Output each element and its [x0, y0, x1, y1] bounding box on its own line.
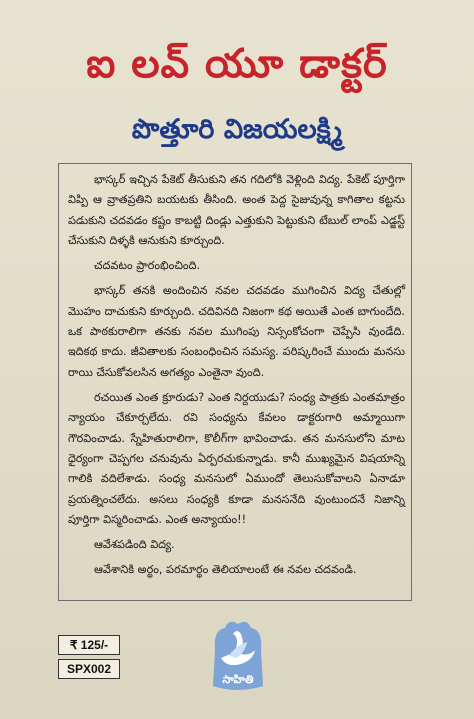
blurb-paragraph: భాస్కర్ ఇచ్చిన పేకెట్ తీసుకుని తన గదిలోకి వెళ్లింది విద్య. పేకెట్ పూర్తిగా విప్పి ఆ వ్రాతప్రతిని బయటకు తీసింది. అంత పెద్ద సైజువున్న కాగితాల కట్టను పడుకుని చదవడం కష్టం కాబట్టి దిండ్లు ఎత్తుకుని పెట్టుకుని టేబుల్ లాంప్ ఎడ్జస్ట్ చేసుకుని దిళ్ళకి ఆనుకుని కూర్చుంది. — [68, 173, 405, 248]
blurb-paragraph: చదవటం ప్రారంభించింది. — [94, 259, 201, 273]
blurb-box — [58, 163, 412, 601]
price-tag: ₹ 125/- — [58, 635, 120, 655]
logo-text: సాహితి — [222, 673, 254, 686]
blurb-paragraph: భాస్కర్ తనకి అందించిన నవల చదవడం ముగించిన విద్య చేతుల్లో మొహం దాచుకుని కూర్చుంది. చదివినది నిజంగా కథ అయితే ఎంత బాగుందేది. ఒక పాఠకురాలిగా తనకు నవల ముగింపు నిస్సంకోచంగా చెప్పేసి వుండేది. ఇదికథ కాదు. జీవితాలకు సంబంధించిన సమస్య. పరిష్కరించే ముందు మనసు రాయి చేసుకోవలసిన అగత్యం ఎంతైనా వుంది. — [68, 284, 405, 379]
author-name: పొత్తూరి విజయలక్ష్మి — [131, 114, 343, 145]
book-title: ఐ లవ్ యూ డాక్టర్ — [86, 41, 388, 87]
swan-logo-icon — [207, 610, 269, 692]
blurb-paragraph: ఆవేశానికి అర్థం, పరమార్థం తెలియాలంటే ఈ నవల చదవండి. — [94, 563, 357, 577]
blurb-paragraph: ఆవేశపడింది విద్య. — [94, 538, 175, 552]
blurb-paragraph: రచయిత ఎంత క్రూరుడు? ఎంత నిర్దయుడు? సంధ్య పాత్రకు ఎంతమాత్రం న్యాయం చేకూర్చలేదు. రవి సంధ్యను కేవలం డాక్టరుగారి అమ్మాయిగా గౌరవించాడు. స్నేహితురాలిగా, కొలీగ్‌గా భావించాడు. తన మనసులోని మాట ధైర్యంగా చెప్పగల చనువును ఏర్పరచుకున్నాడు. కానీ ముఖ్యమైన విషయాన్ని గాలికి వదిలేశాడు. సంధ్య మనసులో ఏముందో తెలుసుకోవాలని ఏనాడూ ప్రయత్నించలేదు. అసలు సంధ్యకి కూడా మనసనేది వుంటుందనే నిజాన్ని పూర్తిగా విస్మరించాడు. ఎంత అన్యాయం!! — [68, 390, 405, 527]
product-code: SPX002 — [58, 659, 120, 679]
